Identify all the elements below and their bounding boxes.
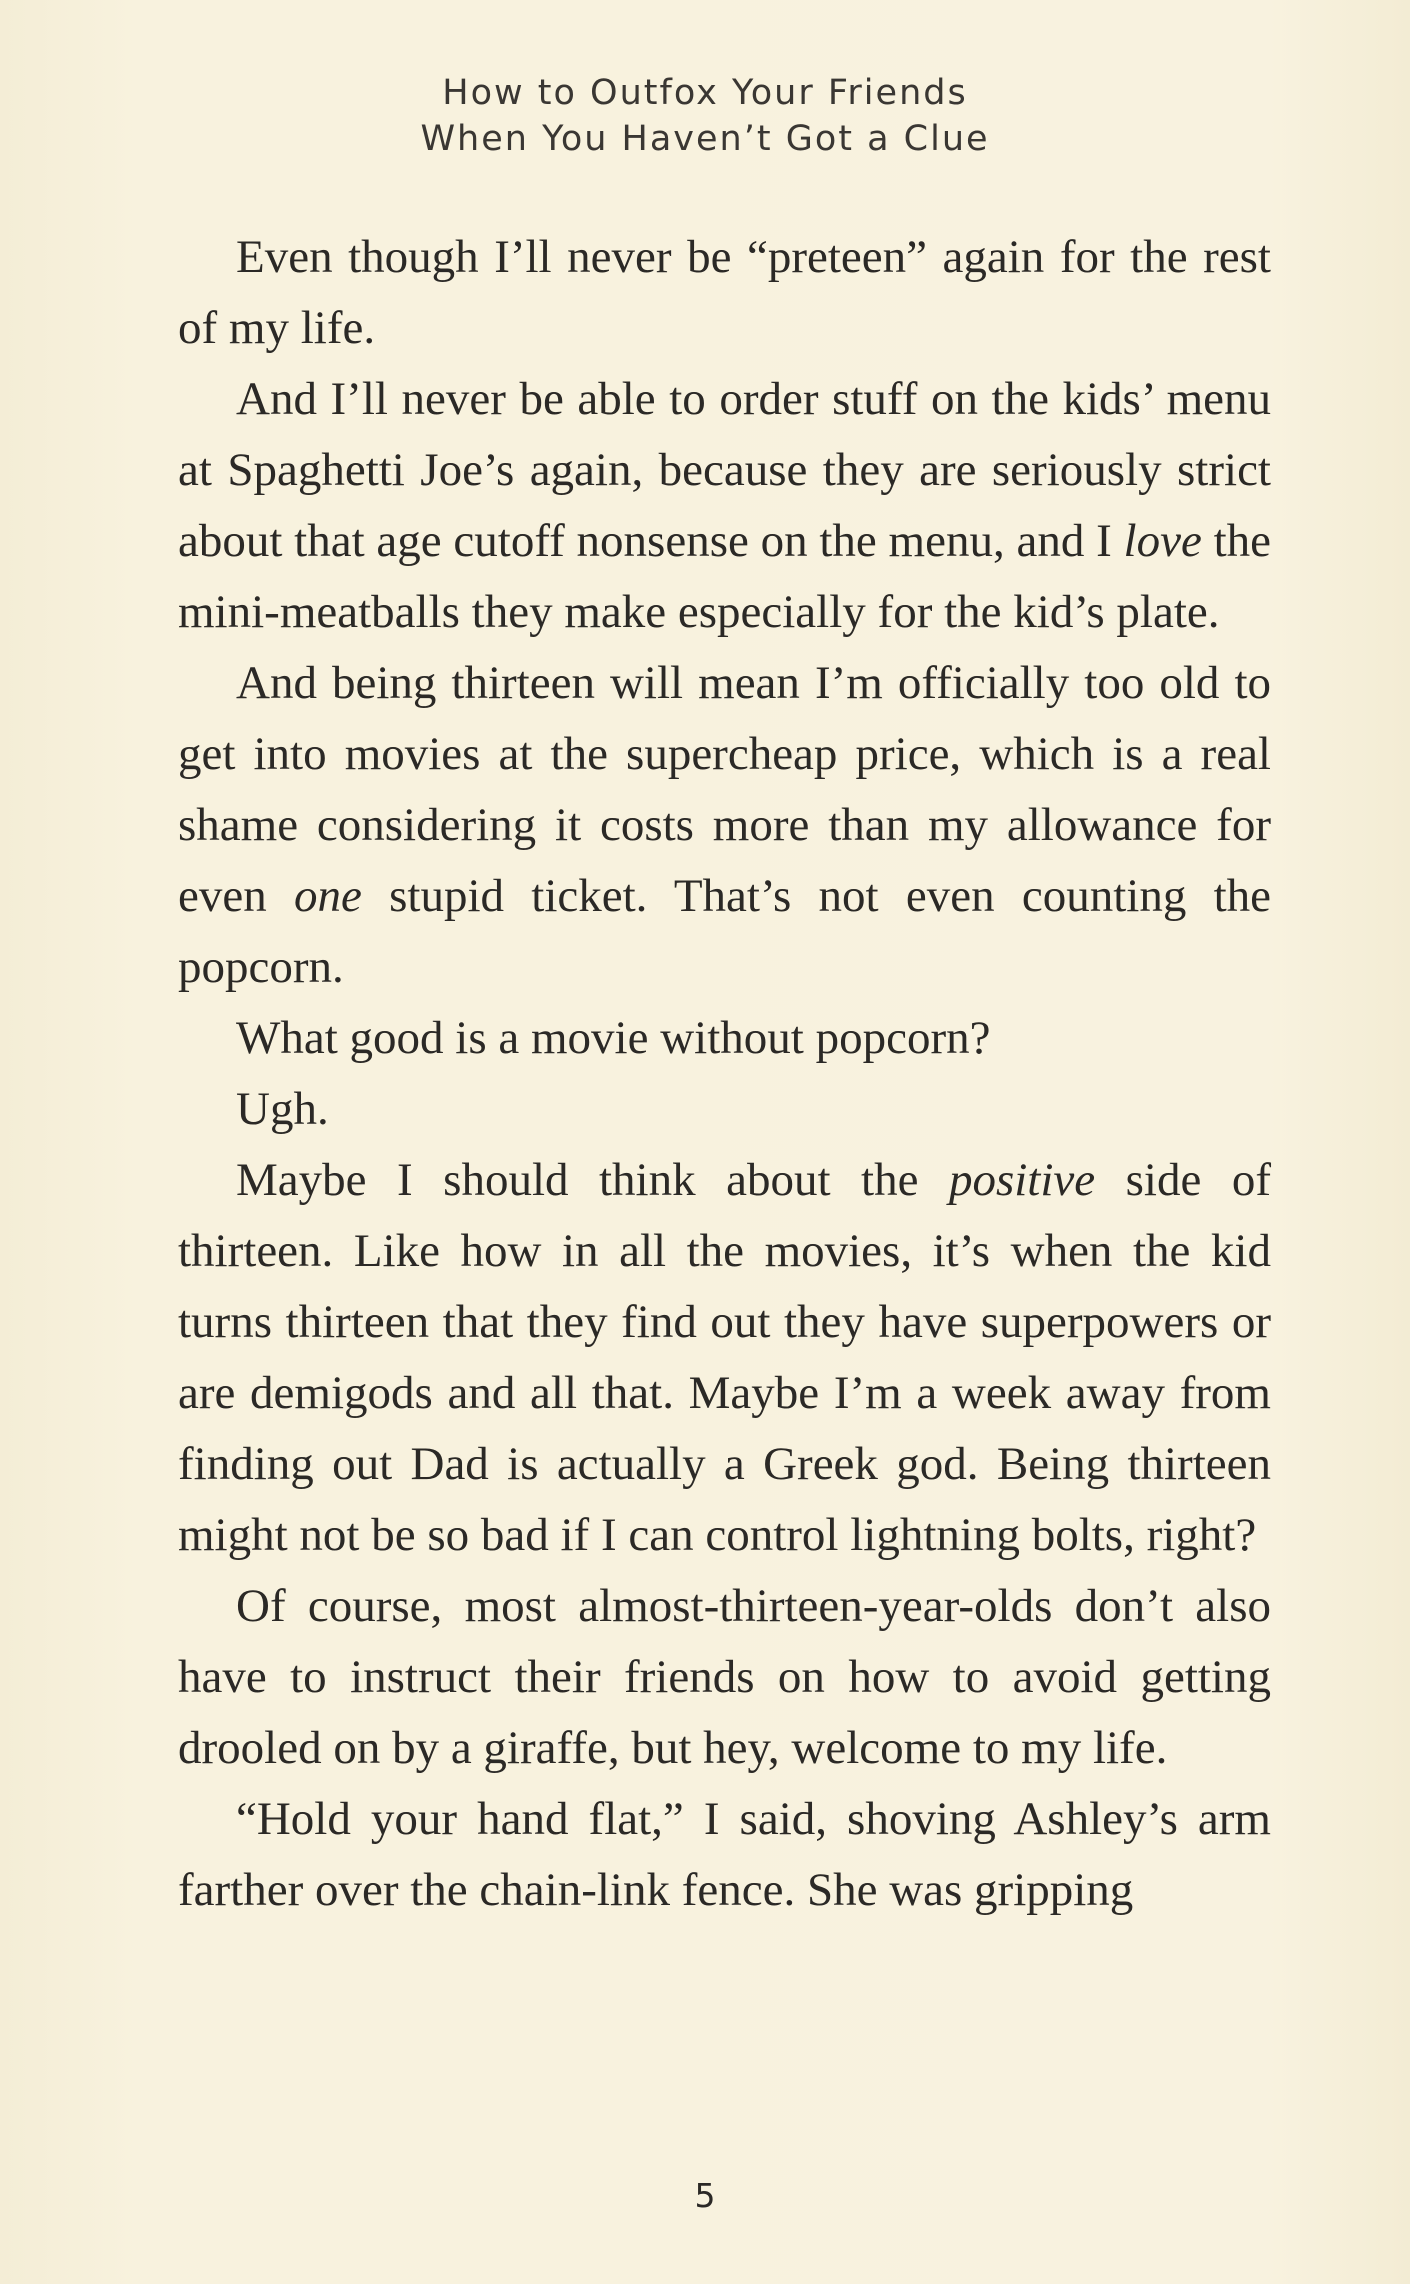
paragraph-2-text-b: the mini-meatballs they make especially for the kid’s plate. <box>178 515 1271 638</box>
paragraph-1 <box>178 222 1271 364</box>
paragraph-5-text: Ugh. <box>236 1083 329 1135</box>
paragraph-3-text-b: stupid ticket. That’s not even counting the popcorn. <box>178 870 1271 993</box>
paragraph-6 <box>178 1145 1271 1571</box>
paragraph-3 <box>178 648 1271 1003</box>
paragraph-6-text-a: Maybe I should think about the <box>236 1154 949 1206</box>
paragraph-6-emphasis: positive <box>948 1154 1096 1206</box>
paragraph-8 <box>178 1784 1271 1926</box>
paragraph-2 <box>178 364 1271 648</box>
paragraph-3-emphasis: one <box>293 870 362 922</box>
running-head-line-2: When You Haven’t Got a Clue <box>420 119 990 159</box>
paragraph-7-text: Of course, most almost-thirteen-year-olds don’t also have to instruct their friends on how to avoid getting drooled on by a giraffe, but hey, welcome to my life. <box>178 1580 1271 1774</box>
body-text <box>178 222 1271 1926</box>
paragraph-4-text: What good is a movie without popcorn? <box>236 1012 991 1064</box>
paragraph-2-emphasis: love <box>1123 515 1202 567</box>
running-head-line-1: How to Outfox Your Friends <box>442 73 968 113</box>
paragraph-4 <box>178 1003 1271 1074</box>
paragraph-1-text: Even though I’ll never be “preteen” again for the rest of my life. <box>178 231 1271 354</box>
paragraph-6-text-b: side of thirteen. Like how in all the movies, it’s when the kid turns thirteen that they find out they have superpowers or are demigods and all that. Maybe I’m a week away from finding out Dad is actually a Greek god. Being thirteen might not be so bad if I can control lightning bolts, right? <box>178 1154 1271 1561</box>
paragraph-3-text-a: And being thirteen will mean I’m officially too old to get into movies at the supercheap price, which is a real shame considering it costs more than my allowance for even <box>178 657 1271 922</box>
paragraph-2-text-a: And I’ll never be able to order stuff on the kids’ menu at Spaghetti Joe’s again, because they are seriously strict about that age cutoff nonsense on the menu, and I <box>178 373 1271 567</box>
paragraph-5 <box>178 1074 1271 1145</box>
paragraph-8-text: “Hold your hand flat,” I said, shoving Ashley’s arm farther over the chain-link fence. She was gripping <box>178 1793 1271 1916</box>
paragraph-7 <box>178 1571 1271 1784</box>
running-head <box>0 70 1410 162</box>
page-number: 5 <box>694 2176 716 2215</box>
